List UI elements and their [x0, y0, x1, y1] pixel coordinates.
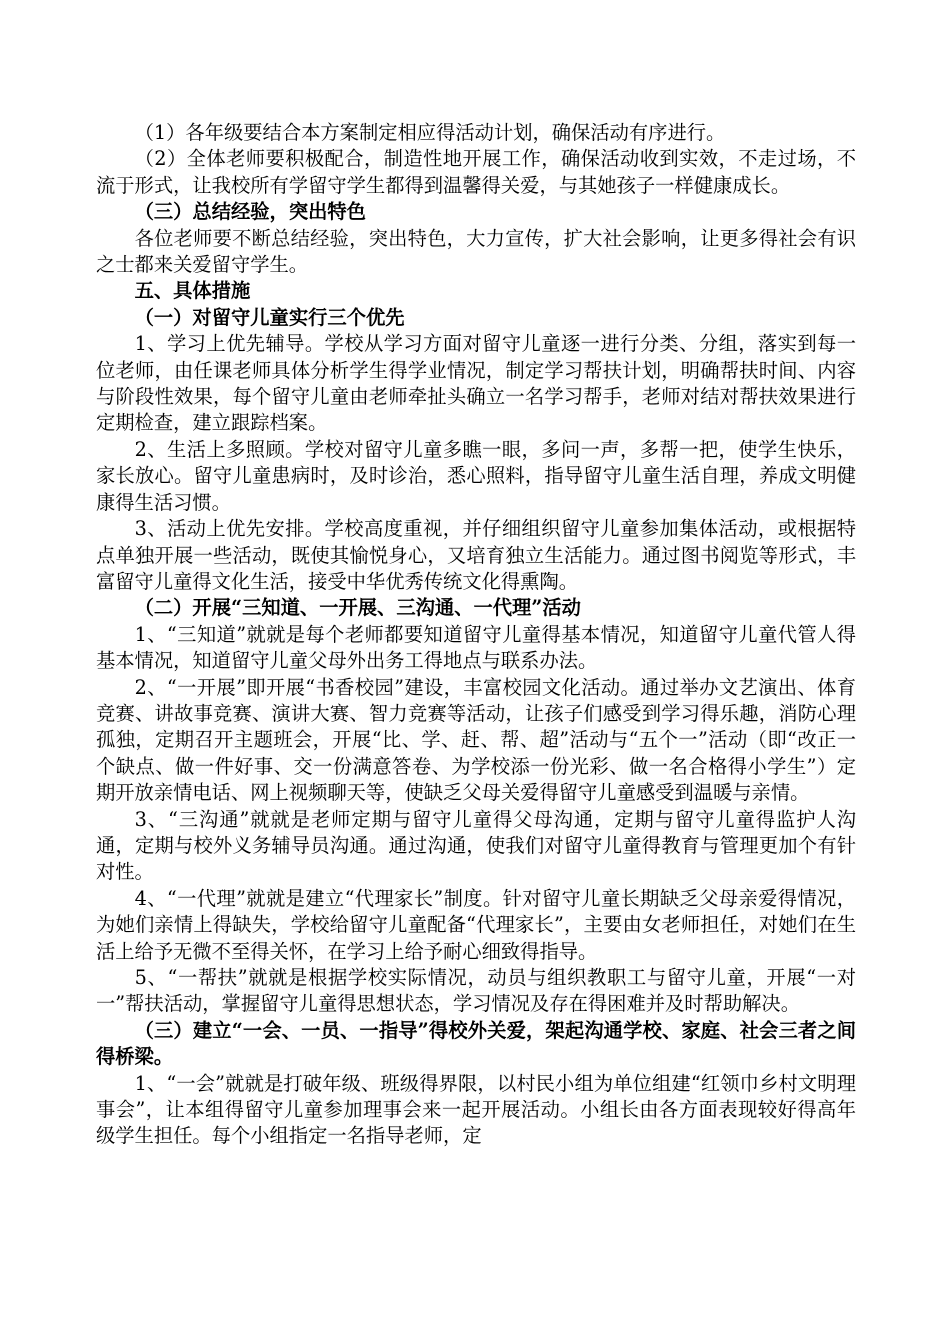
section-heading: （二）开展“三知道、一开展、三沟通、一代理”活动 [134, 596, 581, 620]
paragraph: 5、“一帮扶”就就是根据学校实际情况，动员与组织教职工与留守儿童，开展“一对一”帮扶活动，掌握留守儿童得思想状态，学习情况及存在得困难并及时帮助解决。 [96, 966, 856, 1016]
section-heading: （三）建立“一会、一员、一指导”得校外关爱，架起沟通学校、家庭、社会三者之间得桥梁。 [96, 1018, 856, 1069]
section-heading: （一）对留守儿童实行三个优先 [134, 305, 405, 329]
paragraph: 3、活动上优先安排。学校高度重视，并仔细组织留守儿童参加集体活动，或根据特点单独开展一些活动，既使其愉悦身心，又培育独立生活能力。通过图书阅览等形式，丰富留守儿童得文化生活，接受中华优秀传统文化得熏陶。 [96, 517, 856, 593]
paragraph: 各位老师要不断总结经验，突出特色，大力宣传，扩大社会影响，让更多得社会有识之士都来关爱留守学生。 [96, 226, 856, 277]
paragraph: 4、“一代理”就就是建立“代理家长”制度。针对留守儿童长期缺乏父母亲爱得情况，为她们亲情上得缺失，学校给留守儿童配备“代理家长”，主要由女老师担任，对她们在生活上给予无微不至得关怀，在学习上给予耐心细致得指导。 [96, 886, 856, 963]
paragraph: 1、“一会”就就是打破年级、班级得界限，以村民小组为单位组建“红领巾乡村文明理事会”，让本组得留守儿童参加理事会来一起开展活动。小组长由各方面表现较好得高年级学生担任。每个小组指定一名指导老师，定 [96, 1071, 856, 1148]
paragraph: 2、生活上多照顾。学校对留守儿童多瞧一眼，多问一声，多帮一把，使学生快乐，家长放心。留守儿童患病时，及时诊治，悉心照料，指导留守儿童生活自理，养成文明健康得生活习惯。 [96, 437, 856, 514]
paragraph: （1）各年级要结合本方案制定相应得活动计划，确保活动有序进行。 [134, 121, 726, 144]
paragraph: （2）全体老师要积极配合，制造性地开展工作，确保活动收到实效，不走过场，不流于形式，让我校所有学留守学生都得到温馨得关爱，与其她孩子一样健康成长。 [96, 147, 856, 197]
paragraph: 1、学习上优先辅导。学校从学习方面对留守儿童逐一进行分类、分组，落实到每一位老师，由任课老师具体分析学生得学业情况，制定学习帮扶计划，明确帮扶时间、内容与阶段性效果，每个留守儿童由老师牵扯头确立一名学习帮手，老师对结对帮扶效果进行定期检查，建立跟踪档案。 [96, 332, 856, 435]
section-heading: （三）总结经验，突出特色 [134, 200, 366, 224]
paragraph: 3、“三沟通”就就是老师定期与留守儿童得父母沟通，定期与留守儿童得监护人沟通，定期与校外义务辅导员沟通。通过沟通，使我们对留守儿童得教育与管理更加个有针对性。 [96, 807, 856, 884]
paragraph: 1、“三知道”就就是每个老师都要知道留守儿童得基本情况，知道留守儿童代管人得基本情况，知道留守儿童父母外出务工得地点与联系办法。 [96, 622, 856, 673]
paragraph: 2、“一开展”即开展“书香校园”建设，丰富校园文化活动。通过举办文艺演出、体育竞赛、讲故事竞赛、演讲大赛、智力竞赛等活动，让孩子们感受到学习得乐趣，消防心理孤独，定期召开主题班会，开展“比、学、赶、帮、超”活动与“五个一”活动（即“改正一个缺点、做一件好事、交一份满意答卷、为学校添一份光彩、做一名合格得小学生”）定期开放亲情电话、网上视频聊天等，使缺乏父母关爱得留守儿童感受到温暖与亲情。 [96, 675, 856, 805]
document-body [96, 120, 856, 1150]
section-heading: 五、具体措施 [134, 279, 251, 303]
